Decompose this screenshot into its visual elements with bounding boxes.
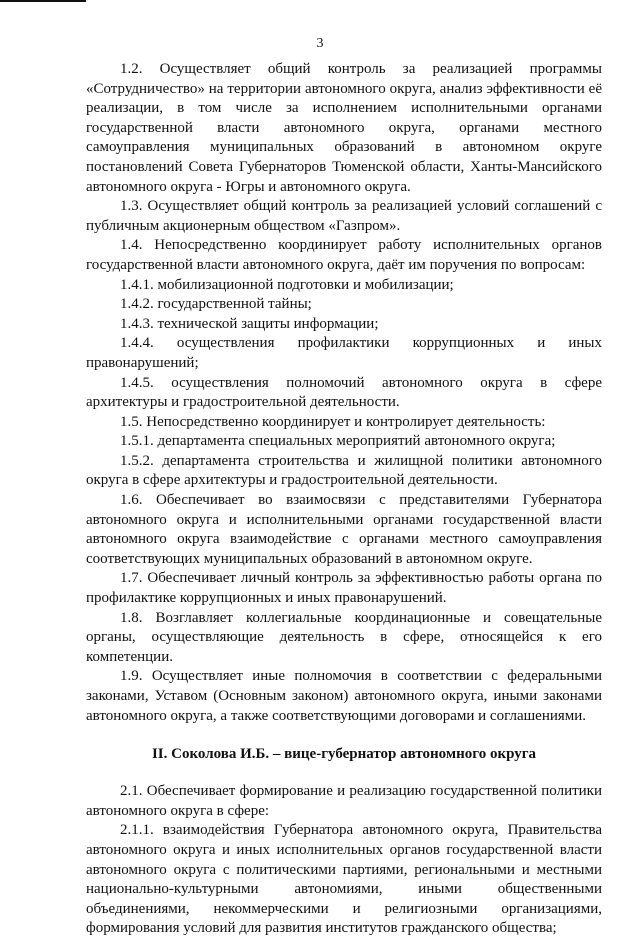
header-rule — [0, 0, 86, 2]
paragraph-1-7: 1.7. Обеспечивает личный контроль за эффективностью работы органа по профилактике коррупционных и иных правонарушений. — [86, 570, 602, 607]
paragraph-1-5-2: 1.5.2. департамента строительства и жилищной политики автономного округа в сфере архитектуры и градостроительной деятельности. — [86, 452, 602, 489]
paragraph-1-4-1: 1.4.1. мобилизационной подготовки и мобилизации; — [120, 276, 454, 293]
paragraph-1-6: 1.6. Обеспечивает во взаимосвязи с представителями Губернатора автономного округа и исполнительными органами государственной власти автономного округа взаимодействие с органами местного самоуправления соответствующих муниципальных образований в автономном округе. — [86, 492, 602, 567]
section-heading: II. Соколова И.Б. – вице-губернатор автономного округа — [151, 746, 537, 763]
document-body — [86, 60, 602, 939]
page-number: 3 — [316, 36, 324, 51]
paragraph-2-1-1: 2.1.1. взаимодействия Губернатора автономного округа, Правительства автономного округа и иных исполнительных органов государственной власти автономного округа с политическими партиями, региональными и местными национально-культурными автономиями, иными общественными объединениями, некоммерческими и религиозными организациями, формирования условий для развития институтов гражданского общества; — [86, 822, 602, 937]
paragraph-1-8: 1.8. Возглавляет коллегиальные координационные и совещательные органы, осуществляющие деятельность в сфере, относящейся к его компетенции. — [86, 609, 602, 665]
paragraph-1-4-3: 1.4.3. технической защиты информации; — [120, 315, 379, 332]
paragraph-1-4-2: 1.4.2. государственной тайны; — [120, 296, 312, 313]
paragraph-1-3: 1.3. Осуществляет общий контроль за реализацией условий соглашений с публичным акционерным обществом «Газпром». — [86, 198, 602, 234]
paragraph-1-2: 1.2. Осуществляет общий контроль за реализацией программы «Сотрудничество» на территории автономного округа, анализ эффективности её реализации, в том числе за исполнением исполнительными органами государственной власти автономного округа, органами местного самоуправления муниципальных образований в автономном округе постановлений Совета Губернаторов Тюменской области, Ханты-Мансийского автономного округа - Югры и автономного округа. — [86, 61, 602, 195]
paragraph-1-9: 1.9. Осуществляет иные полномочия в соответствии с федеральными законами, Уставом (Основным законом) автономного округа, иными законами автономного округа, а также соответствующими договорами и соглашениями. — [86, 668, 602, 724]
paragraph-1-5: 1.5. Непосредственно координирует и контролирует деятельность: — [120, 413, 546, 430]
paragraph-2-1: 2.1. Обеспечивает формирование и реализацию государственной политики автономного округа в сфере: — [86, 783, 602, 819]
paragraph-1-5-1: 1.5.1. департамента специальных мероприятий автономного округа; — [120, 433, 556, 450]
paragraph-1-4: 1.4. Непосредственно координирует работу исполнительных органов государственной власти автономного округа, даёт им поручения по вопросам: — [86, 237, 602, 273]
paragraph-1-4-4: 1.4.4. осуществления профилактики коррупционных и иных правонарушений; — [86, 335, 602, 371]
paragraph-1-4-5: 1.4.5. осуществления полномочий автономного округа в сфере архитектуры и градостроительной деятельности. — [86, 374, 602, 411]
